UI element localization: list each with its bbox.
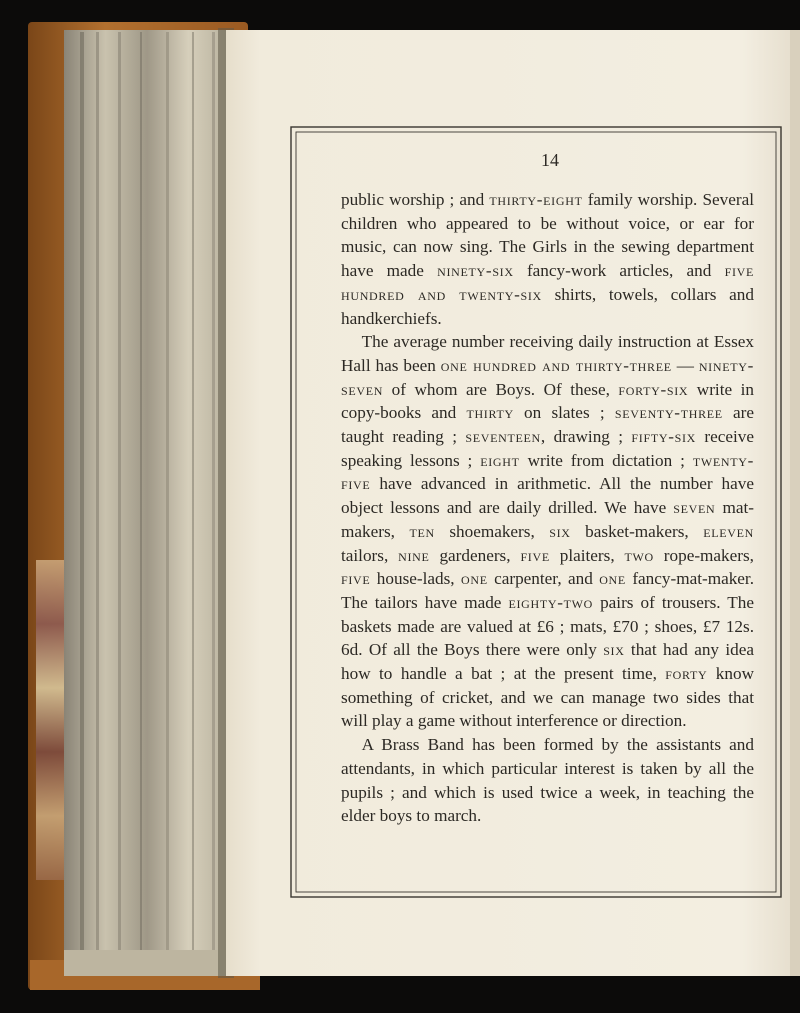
small-caps-number: five [341,569,371,589]
small-caps-number: thirty [466,403,514,423]
page-number: 14 [541,150,559,170]
paragraph [341,330,754,733]
text-run: have advanced in arithmetic. All the number have object lessons and are daily drilled. We have [341,474,754,518]
small-caps-number: seventeen [465,427,541,447]
text-run: public worship ; and [341,190,490,209]
text-run: fancy-work articles, and [513,261,725,281]
small-caps-number: forty [665,664,708,684]
text-run: shoemakers, [434,521,550,541]
text-run: write in copy-books and [341,379,755,423]
small-caps-number: eighty-two [508,592,594,612]
small-caps-number: eight [480,450,520,470]
text-run: shirts, towels, collars and handkerchiefs. [341,284,754,328]
text-run: are taught reading ; [341,403,755,447]
text-run: , drawing ; [540,427,632,447]
text-run: mat-makers, [341,498,754,541]
text-run: write from dictation ; [519,450,693,470]
small-caps-number: nine [398,545,430,565]
page-block-edges [64,30,230,976]
text-run: fancy-mat-maker. The tailors have made [341,569,754,612]
text-run: family worship. Several children who appeared to be without voice, or ear for music, can now sing. The Girls in the sewing department have made [341,190,754,281]
small-caps-number: ninety-six [437,261,514,281]
small-caps-number: seventy-three [614,403,723,423]
text-run: receive speaking lessons ; [341,427,754,470]
small-caps-number: seven [673,498,716,518]
text-run: pairs of trousers. The baskets made are valued at £6 ; mats, £70 ; shoes, £7 12s. 6d. Of all the Boys there were only [341,592,754,660]
small-caps-number: six [603,640,625,660]
text-run: gardeners, [429,545,521,565]
small-caps-number: five hundred and twenty-six [341,261,754,304]
small-caps-number: forty-six [618,379,689,399]
small-caps-number: two [624,545,654,565]
small-caps-number: ten [409,521,435,541]
text-run: on slates ; [513,403,615,423]
text-run: basket-makers, [570,521,704,541]
small-caps-number: twenty-five [341,450,755,494]
text-run: A Brass Band has been formed by the assistants and attendants, in which particular interest is taken by all the pupils ; and which is used twice a week, in teaching the elder boys to march. [341,735,754,826]
small-caps-number: eleven [703,521,755,541]
text-run: tailors, [341,545,399,565]
text-run: carpenter, and [487,569,600,589]
small-caps-number: fifty-six [631,427,697,447]
text-run: rope-makers, [653,545,754,565]
small-caps-number: five [520,545,550,565]
text-run: plaiters, [549,545,625,565]
small-caps-number: one [599,569,626,589]
paragraph [341,733,754,828]
text-run: — [671,355,699,375]
text-run: of whom are Boys. Of these, [383,379,619,399]
small-caps-number: one hundred and thirty-three [440,355,672,375]
small-caps-number: ninety-seven [341,355,755,399]
text-run: house-lads, [370,569,461,589]
small-caps-number: one [460,569,488,589]
small-caps-number: thirty-eight [489,190,583,209]
text-run: The average number receiving daily instruction at Essex Hall has been [341,332,754,375]
text-run: know something of cricket, and we can manage two sides that will play a game without interference or direction. [341,664,754,731]
paragraph [341,188,754,330]
page-body-text [341,188,754,828]
text-run: that had any idea how to handle a bat ; at the present time, [341,640,754,684]
small-caps-number: six [549,521,571,541]
